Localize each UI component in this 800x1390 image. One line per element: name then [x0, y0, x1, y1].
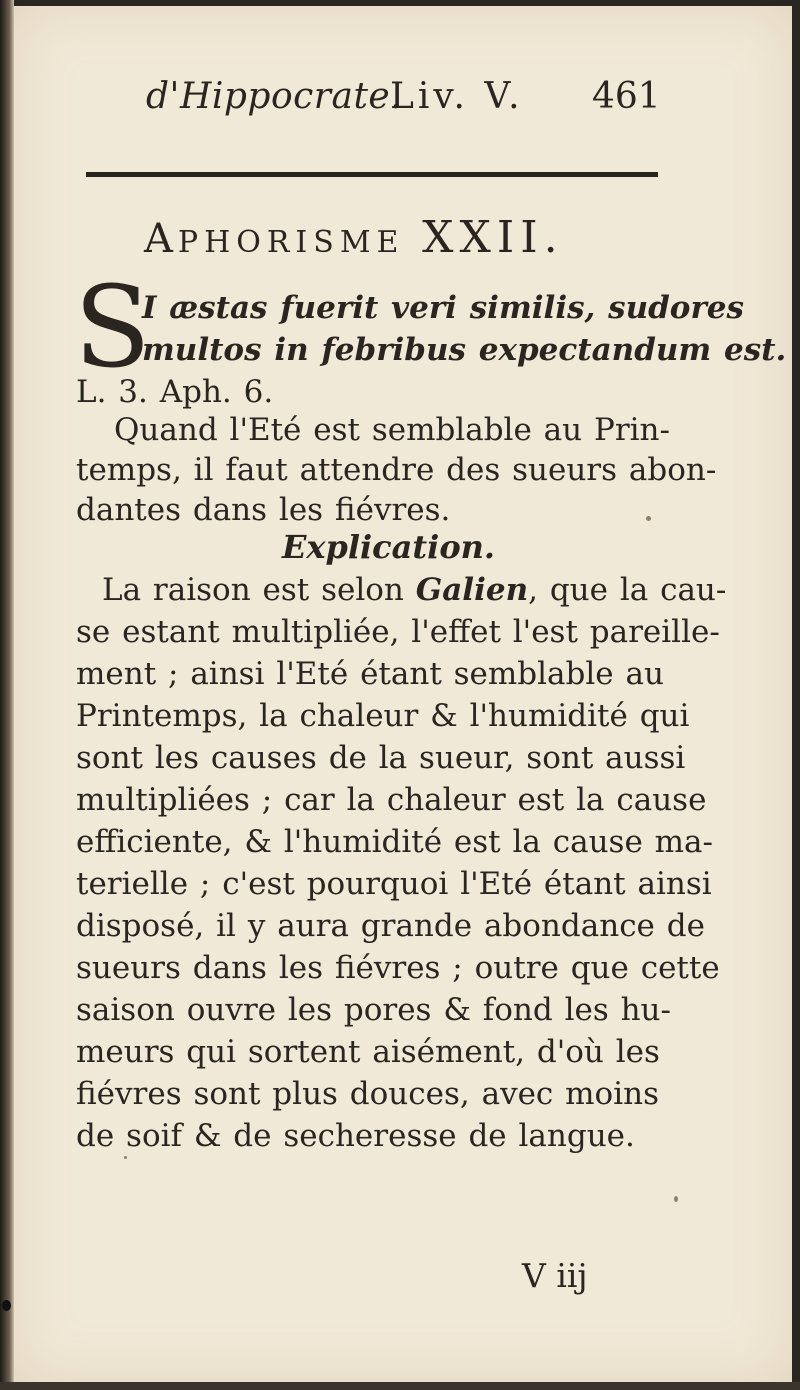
heading-initial: A	[144, 216, 178, 262]
explication-line: Printemps, la chaleur & l'humidité qui	[76, 698, 690, 734]
page-bottom-edge	[0, 1382, 800, 1390]
explication-line-text: La raison est selon	[102, 572, 416, 608]
explication-line: fiévres sont plus douces, avec moins	[76, 1076, 660, 1112]
paper-speck	[646, 516, 651, 521]
translation-line: Quand l'Eté est semblable au Prin-	[114, 412, 670, 448]
translation-line: temps, il faut attendre des sueurs abon-	[76, 452, 717, 488]
drop-cap: S	[74, 263, 151, 393]
running-head	[14, 76, 792, 136]
header-rule	[86, 172, 658, 177]
signature-mark: V iij	[522, 1256, 588, 1295]
book-page	[14, 6, 792, 1382]
explication-line: saison ouvre les pores & fond les hu-	[76, 992, 671, 1028]
latin-reference: L. 3. Aph. 6.	[76, 374, 274, 410]
explication-line: ment ; ainsi l'Eté étant semblable au	[76, 656, 664, 692]
page-number: 461	[592, 76, 661, 117]
translation-line: dantes dans les fiévres.	[76, 492, 451, 528]
running-head-title: d'Hippocrate.	[146, 76, 403, 117]
explication-line	[102, 570, 727, 610]
paper-speck	[674, 1196, 678, 1202]
aphorism-heading	[144, 212, 664, 263]
latin-line-2: multos in febribus expectandum est.	[142, 332, 787, 368]
explication-line: se estant multipliée, l'effet l'est pareille-	[76, 614, 720, 650]
running-head-book: Liv. V.	[390, 76, 524, 117]
explication-line: sont les causes de la sueur, sont aussi	[76, 740, 686, 776]
heading-caps: PHORISME	[177, 225, 405, 260]
explication-line: de soif & de secheresse de langue.	[76, 1118, 635, 1154]
explication-line: disposé, il y aura grande abondance de	[76, 908, 705, 944]
explication-line-text: , que la cau-	[528, 572, 727, 608]
explication-line: terielle ; c'est pourquoi l'Eté étant ainsi	[76, 866, 712, 902]
explication-line: efficiente, & l'humidité est la cause ma-	[76, 824, 714, 860]
heading-number: XXII.	[422, 212, 564, 263]
explication-title: Explication.	[282, 528, 496, 566]
ink-blot	[2, 1300, 11, 1311]
explication-line: meurs qui sortent aisément, d'où les	[76, 1034, 660, 1070]
galien-name: Galien	[415, 572, 529, 608]
explication-line: sueurs dans les fiévres ; outre que cette	[76, 950, 720, 986]
book-gutter	[0, 0, 14, 1390]
latin-line-1: I æstas fuerit veri similis, sudores	[142, 290, 744, 326]
explication-line: multipliées ; car la chaleur est la cause	[76, 782, 707, 818]
paper-speck	[124, 1156, 127, 1159]
